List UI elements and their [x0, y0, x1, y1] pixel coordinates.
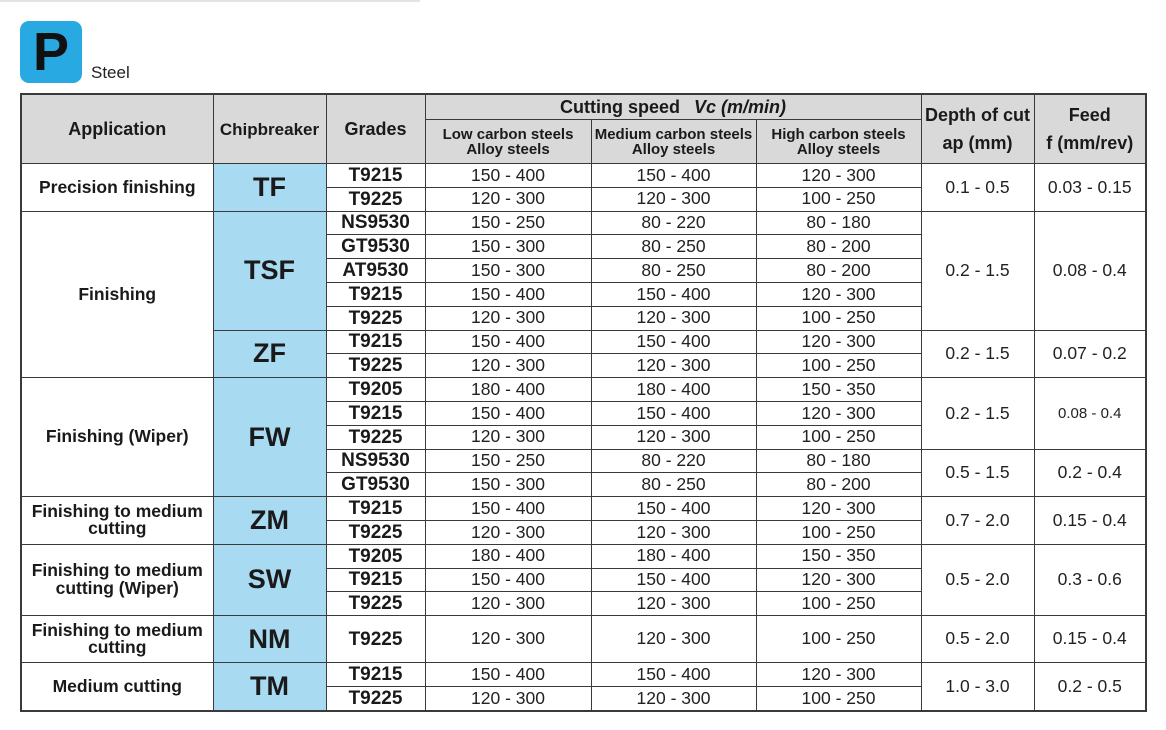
application-cell: Finishing to medium cutting — [21, 497, 213, 545]
header-depth — [921, 94, 1034, 164]
grade-cell: GT9530 — [326, 235, 425, 259]
speed-low-cell: 120 - 300 — [425, 425, 591, 449]
speed-low-cell: 120 - 300 — [425, 520, 591, 544]
grade-cell: T9215 — [326, 497, 425, 521]
speed-high-cell: 100 - 250 — [756, 520, 921, 544]
grade-cell: NS9530 — [326, 211, 425, 235]
application-cell: Finishing (Wiper) — [21, 378, 213, 497]
grade-cell: T9205 — [326, 378, 425, 402]
depth-line-2: ap (mm) — [942, 133, 1013, 153]
feed-cell: 0.03 - 0.15 — [1034, 164, 1146, 212]
feed-cell: 0.2 - 0.5 — [1034, 663, 1146, 711]
speed-medium-cell: 120 - 300 — [591, 425, 756, 449]
grade-cell: T9225 — [326, 354, 425, 378]
speed-high-cell: 150 - 350 — [756, 544, 921, 568]
speed-high-cell: 120 - 300 — [756, 330, 921, 354]
speed-medium-cell: 120 - 300 — [591, 306, 756, 330]
vc-unit: Vc (m/min) — [693, 97, 786, 117]
speed-medium-cell: 150 - 400 — [591, 164, 756, 188]
grade-cell: T9215 — [326, 568, 425, 592]
chipbreaker-cell: ZM — [213, 497, 326, 545]
speed-low-cell: 150 - 400 — [425, 164, 591, 188]
top-divider — [0, 0, 420, 2]
speed-medium-cell: 150 - 400 — [591, 568, 756, 592]
table-row — [21, 616, 1146, 663]
speed-high-cell: 80 - 180 — [756, 449, 921, 473]
feed-cell: 0.08 - 0.4 — [1034, 211, 1146, 330]
depth-cell: 0.1 - 0.5 — [921, 164, 1034, 212]
speed-high-cell: 120 - 300 — [756, 282, 921, 306]
grade-cell: AT9530 — [326, 259, 425, 283]
feed-line-1: Feed — [1068, 105, 1111, 125]
header-low-carbon — [425, 120, 591, 164]
speed-medium-cell: 150 - 400 — [591, 497, 756, 521]
table-row — [21, 663, 1146, 687]
speed-medium-cell: 120 - 300 — [591, 520, 756, 544]
category-badge: P — [20, 21, 82, 83]
grade-cell: GT9530 — [326, 473, 425, 497]
speed-high-cell: 100 - 250 — [756, 306, 921, 330]
speed-low-cell: 150 - 300 — [425, 235, 591, 259]
speed-high-cell: 100 - 250 — [756, 354, 921, 378]
table-row — [21, 378, 1146, 402]
feed-line-2: f (mm/rev) — [1046, 133, 1134, 153]
speed-low-cell: 180 - 400 — [425, 378, 591, 402]
speed-high-cell: 150 - 350 — [756, 378, 921, 402]
grade-cell: T9205 — [326, 544, 425, 568]
speed-low-cell: 150 - 400 — [425, 330, 591, 354]
speed-low-cell: 180 - 400 — [425, 544, 591, 568]
feed-cell: 0.3 - 0.6 — [1034, 544, 1146, 615]
speed-low-cell: 150 - 300 — [425, 259, 591, 283]
grade-cell: T9225 — [326, 306, 425, 330]
speed-low-cell: 150 - 400 — [425, 282, 591, 306]
depth-cell: 0.2 - 1.5 — [921, 330, 1034, 378]
speed-low-cell: 150 - 250 — [425, 211, 591, 235]
depth-line-1: Depth of cut — [925, 105, 1030, 125]
chipbreaker-cell: NM — [213, 616, 326, 663]
medium-carbon-line-2: Alloy steels — [631, 140, 716, 158]
grade-cell: T9215 — [326, 401, 425, 425]
depth-cell: 0.2 - 1.5 — [921, 378, 1034, 449]
feed-cell: 0.08 - 0.4 — [1034, 378, 1146, 449]
speed-medium-cell: 150 - 400 — [591, 401, 756, 425]
grade-cell: T9225 — [326, 592, 425, 616]
depth-cell: 0.7 - 2.0 — [921, 497, 1034, 545]
chipbreaker-cell: SW — [213, 544, 326, 615]
speed-medium-cell: 180 - 400 — [591, 378, 756, 402]
table-row — [21, 497, 1146, 521]
feed-cell: 0.15 - 0.4 — [1034, 497, 1146, 545]
table-row — [21, 164, 1146, 188]
speed-low-cell: 120 - 300 — [425, 592, 591, 616]
speed-high-cell: 80 - 180 — [756, 211, 921, 235]
medium-carbon-line-1: Medium carbon steels — [594, 125, 753, 143]
speed-high-cell: 120 - 300 — [756, 401, 921, 425]
grade-cell: NS9530 — [326, 449, 425, 473]
header-feed — [1034, 94, 1146, 164]
speed-low-cell: 150 - 250 — [425, 449, 591, 473]
header-medium-carbon — [591, 120, 756, 164]
speed-low-cell: 150 - 400 — [425, 663, 591, 687]
speed-high-cell: 120 - 300 — [756, 164, 921, 188]
high-carbon-line-2: Alloy steels — [796, 140, 881, 158]
speed-high-cell: 120 - 300 — [756, 568, 921, 592]
speed-low-cell: 120 - 300 — [425, 306, 591, 330]
speed-medium-cell: 80 - 250 — [591, 473, 756, 497]
speed-low-cell: 120 - 300 — [425, 187, 591, 211]
speed-low-cell: 120 - 300 — [425, 354, 591, 378]
feed-cell: 0.07 - 0.2 — [1034, 330, 1146, 378]
grade-cell: T9225 — [326, 686, 425, 710]
speed-low-cell: 120 - 300 — [425, 686, 591, 710]
feed-cell: 0.2 - 0.4 — [1034, 449, 1146, 497]
speed-high-cell: 100 - 250 — [756, 592, 921, 616]
grade-cell: T9215 — [326, 663, 425, 687]
speed-high-cell: 80 - 200 — [756, 235, 921, 259]
speed-medium-cell: 80 - 250 — [591, 259, 756, 283]
speed-medium-cell: 120 - 300 — [591, 592, 756, 616]
speed-low-cell: 150 - 400 — [425, 401, 591, 425]
speed-medium-cell: 120 - 300 — [591, 354, 756, 378]
depth-cell: 0.5 - 2.0 — [921, 616, 1034, 663]
chipbreaker-cell: TF — [213, 164, 326, 212]
grade-cell: T9225 — [326, 616, 425, 663]
application-cell: Medium cutting — [21, 663, 213, 711]
application-cell: Finishing to medium cutting — [21, 616, 213, 663]
speed-high-cell: 100 - 250 — [756, 686, 921, 710]
application-cell: Precision finishing — [21, 164, 213, 212]
category-label: Steel — [91, 63, 130, 82]
chipbreaker-cell: FW — [213, 378, 326, 497]
speed-medium-cell: 150 - 400 — [591, 330, 756, 354]
depth-cell: 0.5 - 2.0 — [921, 544, 1034, 615]
speed-medium-cell: 80 - 220 — [591, 211, 756, 235]
speed-high-cell: 120 - 300 — [756, 497, 921, 521]
speed-low-cell: 120 - 300 — [425, 616, 591, 663]
chipbreaker-cell: TSF — [213, 211, 326, 330]
speed-low-cell: 150 - 400 — [425, 497, 591, 521]
cutting-speed-label: Cutting speed — [559, 97, 680, 117]
header-cutting-speed — [425, 94, 921, 120]
feed-cell: 0.15 - 0.4 — [1034, 616, 1146, 663]
header-application: Application — [21, 94, 213, 164]
table-body — [21, 164, 1146, 711]
speed-high-cell: 120 - 300 — [756, 663, 921, 687]
grade-cell: T9225 — [326, 187, 425, 211]
speed-low-cell: 150 - 300 — [425, 473, 591, 497]
speed-high-cell: 80 - 200 — [756, 259, 921, 283]
table-row — [21, 544, 1146, 568]
speed-medium-cell: 180 - 400 — [591, 544, 756, 568]
depth-cell: 0.2 - 1.5 — [921, 211, 1034, 330]
high-carbon-line-1: High carbon steels — [771, 125, 906, 143]
speed-high-cell: 100 - 250 — [756, 425, 921, 449]
chipbreaker-cell: TM — [213, 663, 326, 711]
header-high-carbon — [756, 120, 921, 164]
speed-medium-cell: 120 - 300 — [591, 686, 756, 710]
speed-medium-cell: 120 - 300 — [591, 616, 756, 663]
application-cell: Finishing to medium cutting (Wiper) — [21, 544, 213, 615]
cutting-conditions-table — [20, 93, 1147, 712]
speed-medium-cell: 150 - 400 — [591, 282, 756, 306]
speed-high-cell: 80 - 200 — [756, 473, 921, 497]
grade-cell: T9215 — [326, 330, 425, 354]
low-carbon-line-1: Low carbon steels — [442, 125, 574, 143]
grade-cell: T9215 — [326, 164, 425, 188]
speed-medium-cell: 80 - 220 — [591, 449, 756, 473]
application-cell: Finishing — [21, 211, 213, 378]
speed-high-cell: 100 - 250 — [756, 187, 921, 211]
grade-cell: T9225 — [326, 520, 425, 544]
speed-medium-cell: 120 - 300 — [591, 187, 756, 211]
speed-medium-cell: 150 - 400 — [591, 663, 756, 687]
speed-medium-cell: 80 - 250 — [591, 235, 756, 259]
chipbreaker-cell: ZF — [213, 330, 326, 378]
grade-cell: T9225 — [326, 425, 425, 449]
depth-cell: 1.0 - 3.0 — [921, 663, 1034, 711]
header-grades: Grades — [326, 94, 425, 164]
header-chipbreaker: Chipbreaker — [213, 94, 326, 164]
table-row — [21, 211, 1146, 235]
speed-low-cell: 150 - 400 — [425, 568, 591, 592]
speed-high-cell: 100 - 250 — [756, 616, 921, 663]
grade-cell: T9215 — [326, 282, 425, 306]
depth-cell: 0.5 - 1.5 — [921, 449, 1034, 497]
low-carbon-line-2: Alloy steels — [466, 140, 550, 158]
